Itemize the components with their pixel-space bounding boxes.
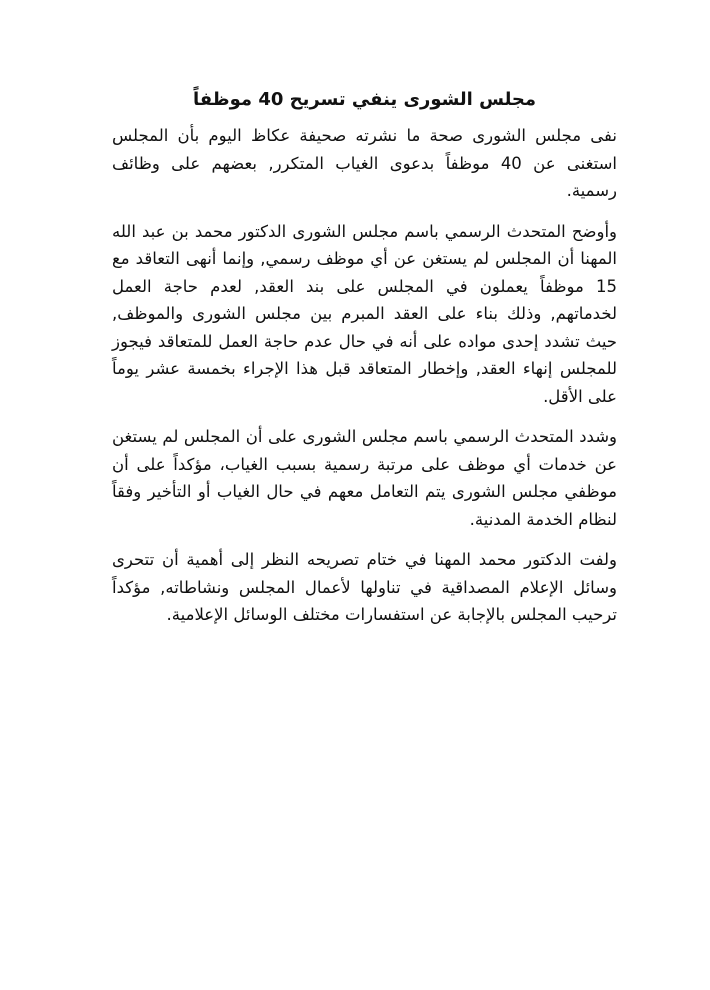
article-paragraph-1: نفى مجلس الشورى صحة ما نشرته صحيفة عكاظ اليوم بأن المجلس استغنى عن 40 موظفاً بدعوى الغياب المتكرر, بعضهم على وظائف رسمية. [112, 126, 617, 200]
article-title: مجلس الشورى ينفي تسريح 40 موظفاً [192, 89, 537, 110]
article-paragraph-3: وشدد المتحدث الرسمي باسم مجلس الشورى على أن المجلس لم يستغن عن خدمات أي موظف على مرتبة رسمية بسبب الغياب، مؤكداً على أن موظفي مجلس الشورى يتم التعامل معهم في حال الغياب أو التأخير وفقاً لنظام الخدمة المدنية. [112, 427, 617, 529]
article-body [112, 84, 617, 642]
article-paragraph-4: ولفت الدكتور محمد المهنا في ختام تصريحه النظر إلى أهمية أن تتحرى وسائل الإعلام المصداقية في تناولها لأعمال المجلس ونشاطاته, مؤكداً ترحيب المجلس بالإجابة عن استفسارات مختلف الوسائل الإعلامية. [112, 550, 617, 624]
article-paragraph-2: وأوضح المتحدث الرسمي باسم مجلس الشورى الدكتور محمد بن عبد الله المهنا أن المجلس لم يستغن عن أي موظف رسمي, وإنما أنهى التعاقد مع 15 موظفاً يعملون في المجلس على بند العقد, لعدم حاجة العمل لخدماتهم, وذلك بناء على العقد المبرم بين مجلس الشورى والموظف, حيث تشدد إحدى مواده على أنه في حال عدم حاجة العمل للمتعاقد فيجوز للمجلس إنهاء العقد, وإخطار المتعاقد قبل هذا الإجراء بخمسة عشر يوماً على الأقل. [112, 221, 617, 406]
